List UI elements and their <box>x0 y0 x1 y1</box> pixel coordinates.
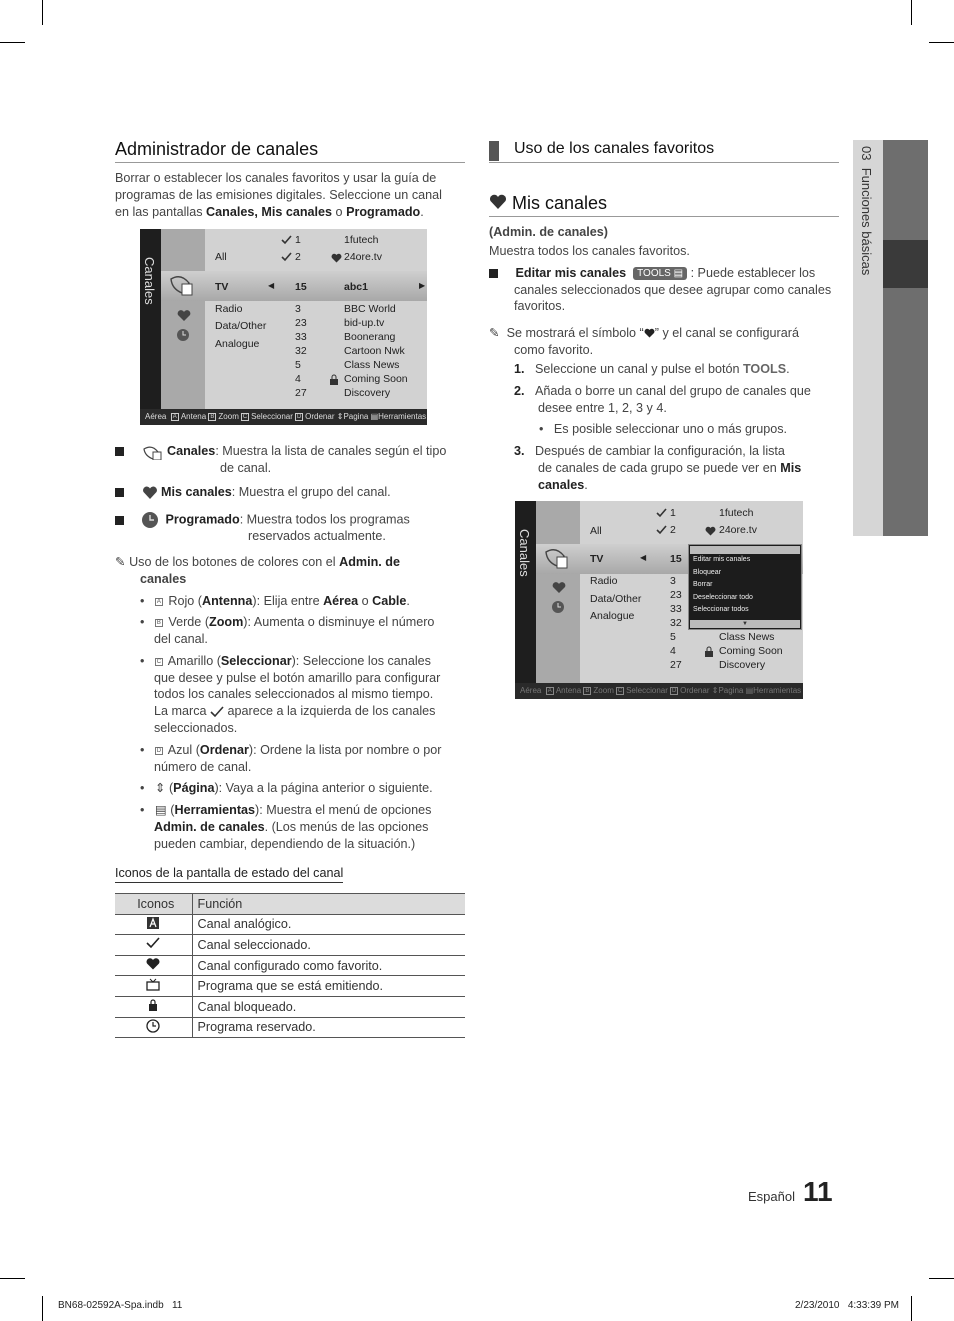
step-1: 1. Seleccione un canal y pulse el botón TOOLS. <box>514 362 790 376</box>
lock-icon <box>704 646 714 657</box>
divider <box>115 162 465 163</box>
section-marker <box>489 141 499 161</box>
menu-item-bloquear[interactable]: Bloquear <box>693 568 722 576</box>
analog-icon <box>147 917 159 929</box>
menu-scroll-down-icon: ▼ <box>690 620 800 628</box>
tv-group-data: Data/Other <box>215 320 267 332</box>
crop-mark <box>911 1296 912 1321</box>
page-updown-icon: ⇕ <box>154 781 166 795</box>
color-green: • B Verde (Zoom): Aumenta o disminuye el número <box>140 615 435 629</box>
tools-icon: ▤ <box>154 803 167 817</box>
canales-icon <box>543 546 571 572</box>
menu-item-seleccionar[interactable]: Seleccionar todos <box>693 606 749 614</box>
table-row: Programa reservado. <box>115 1017 465 1038</box>
pencil-icon: ✎ <box>115 555 126 569</box>
chapter-tab-active <box>883 240 928 288</box>
check-icon <box>281 252 292 262</box>
substep: • Es posible seleccionar uno o más grupos. <box>539 422 788 436</box>
tv-screen-canales: Canales All TV ◀ Radio Data/Other Analogue 1 2 15 3 23 33 32 5 4 27 1futech 24ore.tv abc1 ▶ BBC World bid-up.tv Boonerang Cartoon Nwk Class News Coming Soon Discovery Aérea A Antena B Zoom C Seleccionar D Ordenar ⇕Pagina ▤Herramientas <box>140 229 427 425</box>
clock-icon <box>141 511 159 529</box>
lock-icon <box>148 999 158 1011</box>
tv-icon <box>146 978 160 991</box>
menu-item-borrar[interactable]: Borrar <box>693 581 713 589</box>
crop-mark <box>929 42 954 43</box>
note-favorito: ✎ Se mostrará el símbolo “ ” y el canal se configurará <box>489 326 799 340</box>
check-icon <box>656 525 667 535</box>
chapter-tab <box>853 140 883 536</box>
heart-icon <box>644 328 655 338</box>
menu-item-editar[interactable]: Editar mis canales <box>693 556 751 563</box>
crop-mark <box>0 42 25 43</box>
bullet-mis-canales: Mis canales: Muestra el grupo del canal. <box>115 484 391 501</box>
divider <box>489 162 839 163</box>
step-3: 3. Después de cambiar la configuración, la lista <box>514 444 785 458</box>
clock-icon <box>551 600 565 614</box>
tv-group-tv: TV <box>215 281 229 293</box>
crop-mark <box>0 1278 25 1279</box>
tv-footer: Aérea A Antena B Zoom C Seleccionar D Ordenar ⇕Pagina ▤Herramientas <box>140 409 427 425</box>
table-row: Canal analógico. <box>115 914 465 935</box>
footer-date: 2/23/2010 4:33:39 PM <box>795 1300 899 1311</box>
tools-button-badge: TOOLS ▤ <box>633 267 687 280</box>
footer-language: Español <box>748 1189 795 1204</box>
tv-group-radio: Radio <box>215 303 243 315</box>
check-icon <box>146 937 160 949</box>
color-blue: • D Azul (Ordenar): Ordene la lista por nombre o por <box>140 743 442 757</box>
table-row: Programa que se está emitiendo. <box>115 976 465 997</box>
check-icon <box>210 706 224 718</box>
canales-icon <box>142 444 164 460</box>
chapter-label: Funciones básicas <box>859 167 874 276</box>
crop-mark <box>929 1278 954 1279</box>
crop-mark <box>42 1296 43 1321</box>
note-colors: ✎ Uso de los botones de colores con el Admin. de <box>115 555 400 569</box>
icons-table: Iconos Función Canal analógico. Canal seleccionado. Canal configurado como favorito. Programa que se está emitiendo. Canal bloqueado. Programa reservado. <box>115 893 465 1038</box>
tv-screen-mis-canales: Canales All TV ◀ Radio Data/Other Analogue 1 2 15 3 23 33 32 5 4 27 1futech 24ore.tv Class News Coming Soon Discovery Editar mis canales Bloquear Borrar Deseleccionar todo Seleccionar todos ▼ Aérea A Antena B Zoom C Seleccionar D Ordenar ⇕Pagina ▤Herramientas <box>515 501 803 699</box>
intro-text: Borrar o establecer los canales favoritos y usar la guía de programas de las emisiones digitales. Seleccione un canal en las pantallas Canales, Mis canales o Programado. <box>115 171 442 219</box>
check-icon <box>656 508 667 518</box>
page-number: 11 <box>803 1176 833 1207</box>
crop-mark <box>911 0 912 25</box>
bullet-canales: Canales: Muestra la lista de canales según el tipo <box>115 443 446 460</box>
lock-icon <box>329 374 339 385</box>
footer-file: BN68-02592A-Spa.indb 11 <box>58 1300 183 1311</box>
heart-icon <box>705 526 716 536</box>
color-red: • A Rojo (Antenna): Elija entre Aérea o Cable. <box>140 594 410 608</box>
chapter-tab-bar <box>883 140 928 536</box>
tv-footer: Aérea A Antena B Zoom C Seleccionar D Ordenar ⇕Pagina ▤Herramientas <box>515 683 803 699</box>
heart-icon <box>331 253 342 263</box>
section-heading: Uso de los canales favoritos <box>514 140 715 157</box>
chapter-number: 03 <box>859 146 874 161</box>
crop-mark <box>42 0 43 25</box>
heart-icon <box>552 582 566 594</box>
menu-item-deseleccionar[interactable]: Deseleccionar todo <box>693 593 753 601</box>
heart-icon <box>142 486 158 500</box>
table-title: Iconos de la pantalla de estado del canal <box>115 865 343 883</box>
herramientas-item: • ▤ (Herramientas): Muestra el menú de opciones <box>140 803 432 817</box>
section-title: Administrador de canales <box>115 139 319 159</box>
clock-icon <box>146 1019 160 1033</box>
color-yellow: • C Amarillo (Seleccionar): Seleccione los canales <box>140 654 431 668</box>
step-2: 2. Añada o borre un canal del grupo de canales que <box>514 384 811 398</box>
divider <box>489 216 839 217</box>
table-row: Canal bloqueado. <box>115 996 465 1017</box>
heart-icon <box>146 958 160 970</box>
pencil-icon: ✎ <box>489 326 500 340</box>
tools-popup-menu <box>688 544 802 630</box>
check-icon <box>281 235 292 245</box>
table-row: Canal configurado como favorito. <box>115 955 465 976</box>
tv-highlight-row <box>161 271 427 301</box>
bullet-programado: Programado: Muestra todos los programas <box>115 511 410 529</box>
mis-canales-title: Mis canales <box>489 193 607 214</box>
tv-side-label: Canales <box>517 529 532 577</box>
pagina-item: • ⇕ (Página): Vaya a la página anterior o siguiente. <box>140 781 433 795</box>
table-row: Canal seleccionado. <box>115 935 465 956</box>
editar-item: Editar mis canales TOOLS ▤ : Puede establecer los <box>489 265 839 282</box>
heart-icon <box>177 310 191 322</box>
heart-icon <box>489 194 507 210</box>
tv-group-analogue: Analogue <box>215 338 260 350</box>
tv-group-all: All <box>215 251 227 263</box>
canales-icon <box>168 273 196 299</box>
tv-side-label: Canales <box>142 257 157 305</box>
clock-icon <box>176 328 190 342</box>
